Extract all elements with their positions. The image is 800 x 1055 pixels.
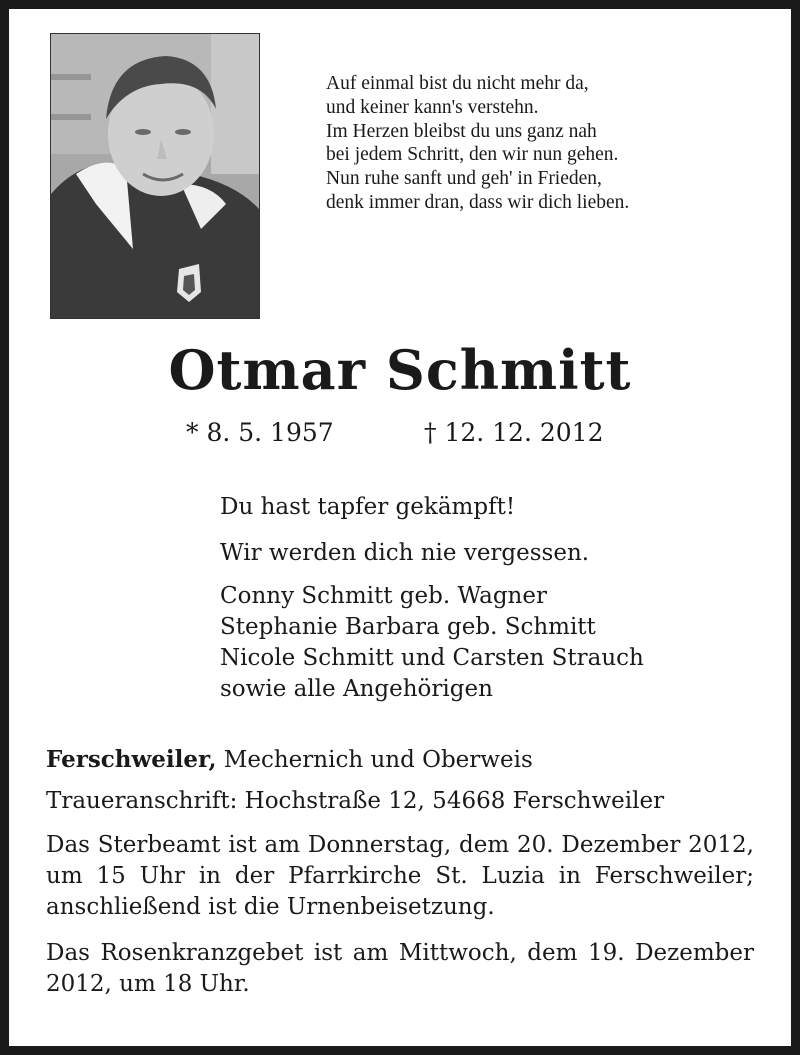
poem-line: und keiner kann's verstehn. [326, 96, 539, 118]
mourner-name: Nicole Schmitt und Carsten Strauch [220, 645, 644, 671]
mourner-name: Conny Schmitt geb. Wagner [220, 583, 547, 609]
funeral-notice: Das Sterbeamt ist am Donnerstag, dem 20. Dezember 2012, um 15 Uhr in der Pfarrkirche St. Luzia in Ferschweiler; anschließend ist die Urnenbeisetzung. [46, 832, 754, 920]
mourners-list [220, 581, 644, 705]
birth-date: * 8. 5. 1957 [186, 418, 334, 447]
locations [46, 744, 754, 776]
poem-line: Im Herzen bleibst du uns ganz nah [326, 120, 597, 142]
poem [326, 72, 766, 215]
poem-line: denk immer dran, dass wir dich lieben. [326, 191, 630, 213]
portrait-photo [50, 33, 260, 319]
mourner-name: Stephanie Barbara geb. Schmitt [220, 614, 596, 640]
message-line-1: Du hast tapfer gekämpft! [220, 494, 516, 520]
mourning-address: Traueranschrift: Hochstraße 12, 54668 Ferschweiler [46, 788, 665, 814]
death-date: † 12. 12. 2012 [424, 418, 604, 447]
poem-line: Nun ruhe sanft und geh' in Frieden, [326, 168, 602, 190]
location-others: Mechernich und Oberweis [216, 747, 533, 773]
rosary-notice: Das Rosenkranzgebet ist am Mittwoch, dem 19. Dezember 2012, um 18 Uhr. [46, 940, 754, 997]
deceased-name: Otmar Schmitt [168, 338, 632, 402]
message-line-2: Wir werden dich nie vergessen. [220, 540, 590, 566]
mourner-name: sowie alle Angehörigen [220, 676, 493, 702]
poem-line: bei jedem Schritt, den wir nun gehen. [326, 144, 619, 166]
poem-line: Auf einmal bist du nicht mehr da, [326, 73, 589, 94]
location-primary: Ferschweiler, [46, 746, 217, 773]
